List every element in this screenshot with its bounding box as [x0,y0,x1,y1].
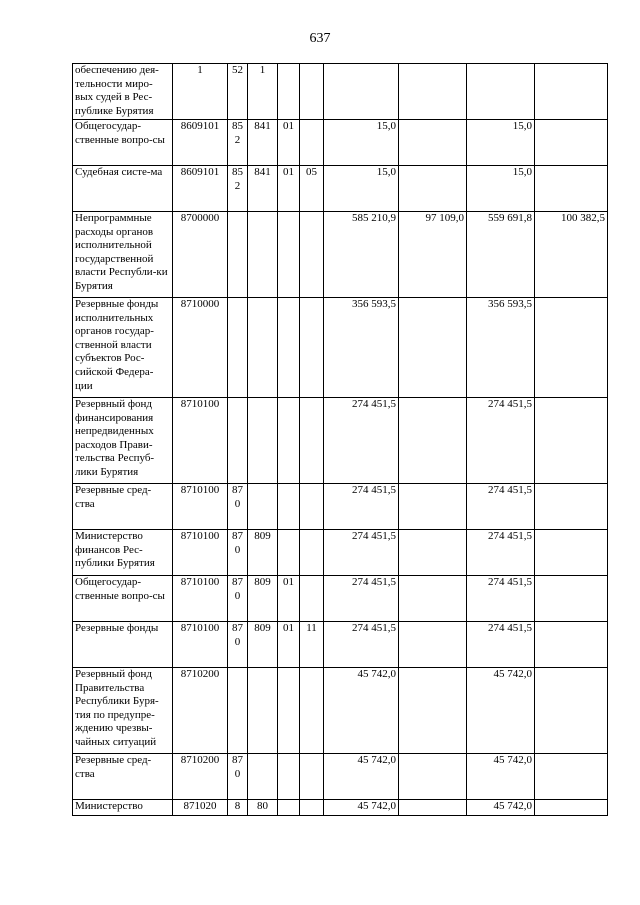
row-name: Судебная систе-ма [73,166,173,212]
subvention-year2 [535,754,608,800]
row-name: Резервные фонды [73,622,173,668]
subvention-year1 [399,668,467,754]
target-code: 8700000 [173,212,228,298]
amount-year2: 356 593,5 [467,298,535,398]
table-row [73,668,608,754]
amount-year2: 45 742,0 [467,754,535,800]
subvention-year1 [399,754,467,800]
amount-year2: 45 742,0 [467,800,535,816]
subvention-year2 [535,64,608,120]
ministry-code: 809 [248,530,278,576]
ministry-code [248,668,278,754]
subvention-year1: 97 109,0 [399,212,467,298]
expense-type: 852 [228,120,248,166]
ministry-code: 809 [248,576,278,622]
subvention-year1 [399,530,467,576]
target-code: 8609101 [173,166,228,212]
ministry-code: 841 [248,120,278,166]
table-row [73,212,608,298]
section-code: 01 [278,166,300,212]
section-code [278,530,300,576]
budget-table [72,63,608,816]
subvention-year1 [399,166,467,212]
table-row [73,754,608,800]
expense-type: 52 [228,64,248,120]
row-name: Общегосудар-ственные вопро-сы [73,120,173,166]
amount-year1: 585 210,9 [324,212,399,298]
section-code [278,668,300,754]
subsection-code [300,298,324,398]
amount-year1: 274 451,5 [324,576,399,622]
target-code: 8710100 [173,530,228,576]
amount-year2: 274 451,5 [467,576,535,622]
amount-year2: 274 451,5 [467,622,535,668]
subsection-code [300,212,324,298]
section-code: 01 [278,576,300,622]
row-name: обеспечению дея-тельности миро-вых судей в Рес-публике Бурятия [73,64,173,120]
subvention-year1 [399,576,467,622]
ministry-code [248,298,278,398]
page-number: 637 [309,31,331,46]
section-code [278,64,300,120]
table-row [73,64,608,120]
target-code: 8710100 [173,622,228,668]
subvention-year1 [399,298,467,398]
subsection-code [300,754,324,800]
table-row [73,166,608,212]
expense-type: 870 [228,484,248,530]
ministry-code [248,484,278,530]
target-code: 8710200 [173,754,228,800]
amount-year1: 45 742,0 [324,754,399,800]
expense-type [228,212,248,298]
amount-year2: 274 451,5 [467,530,535,576]
amount-year1: 356 593,5 [324,298,399,398]
subvention-year2 [535,668,608,754]
ministry-code [248,754,278,800]
target-code: 871020 [173,800,228,816]
section-code [278,398,300,484]
amount-year2: 559 691,8 [467,212,535,298]
section-code [278,484,300,530]
ministry-code: 841 [248,166,278,212]
row-name: Общегосудар-ственные вопро-сы [73,576,173,622]
section-code [278,212,300,298]
section-code [278,754,300,800]
amount-year2: 15,0 [467,166,535,212]
row-name: Министерство финансов Рес-публики Бурятия [73,530,173,576]
ministry-code: 809 [248,622,278,668]
expense-type: 870 [228,754,248,800]
expense-type: 852 [228,166,248,212]
amount-year1: 15,0 [324,166,399,212]
expense-type [228,398,248,484]
section-code: 01 [278,622,300,668]
amount-year2: 274 451,5 [467,398,535,484]
amount-year2: 274 451,5 [467,484,535,530]
subvention-year2 [535,166,608,212]
expense-type: 870 [228,622,248,668]
expense-type [228,668,248,754]
ministry-code: 80 [248,800,278,816]
target-code: 8710000 [173,298,228,398]
amount-year1: 274 451,5 [324,398,399,484]
subvention-year1 [399,120,467,166]
subvention-year2 [535,576,608,622]
amount-year1: 274 451,5 [324,484,399,530]
amount-year1: 45 742,0 [324,668,399,754]
subvention-year2 [535,484,608,530]
expense-type: 8 [228,800,248,816]
target-code: 1 [173,64,228,120]
table-row [73,398,608,484]
table-row [73,622,608,668]
subvention-year2 [535,298,608,398]
subsection-code [300,398,324,484]
amount-year1: 45 742,0 [324,800,399,816]
subvention-year1 [399,800,467,816]
amount-year2: 15,0 [467,120,535,166]
row-name: Резервный фонд финансирования непредвиденных расходов Прави-тельства Респуб-лики Бурятия [73,398,173,484]
table-row [73,484,608,530]
target-code: 8710100 [173,484,228,530]
subsection-code [300,800,324,816]
subsection-code: 11 [300,622,324,668]
subvention-year2: 100 382,5 [535,212,608,298]
subvention-year1 [399,484,467,530]
row-name: Резервные сред-ства [73,484,173,530]
amount-year1: 274 451,5 [324,530,399,576]
section-code: 01 [278,120,300,166]
row-name: Министерство [73,800,173,816]
subvention-year1 [399,398,467,484]
subvention-year1 [399,622,467,668]
ministry-code [248,398,278,484]
amount-year1 [324,64,399,120]
expense-type [228,298,248,398]
expense-type: 870 [228,576,248,622]
subvention-year1 [399,64,467,120]
target-code: 8710100 [173,398,228,484]
amount-year2 [467,64,535,120]
table-row [73,120,608,166]
target-code: 8710100 [173,576,228,622]
subsection-code [300,668,324,754]
row-name: Резервные сред-ства [73,754,173,800]
subvention-year2 [535,398,608,484]
subvention-year2 [535,800,608,816]
table-row [73,800,608,816]
amount-year1: 15,0 [324,120,399,166]
subsection-code: 05 [300,166,324,212]
target-code: 8609101 [173,120,228,166]
subsection-code [300,120,324,166]
table-row [73,298,608,398]
subsection-code [300,530,324,576]
subsection-code [300,64,324,120]
expense-type: 870 [228,530,248,576]
row-name: Резервный фонд Правительства Республики Буря-тия по предупре-ждению чрезвы-чайных ситуаций [73,668,173,754]
ministry-code [248,212,278,298]
ministry-code: 1 [248,64,278,120]
amount-year1: 274 451,5 [324,622,399,668]
subvention-year2 [535,622,608,668]
section-code [278,800,300,816]
subvention-year2 [535,530,608,576]
table-row [73,576,608,622]
target-code: 8710200 [173,668,228,754]
subsection-code [300,576,324,622]
subvention-year2 [535,120,608,166]
subsection-code [300,484,324,530]
amount-year2: 45 742,0 [467,668,535,754]
row-name: Резервные фонды исполнительных органов государ-ственной власти субъектов Рос-сийской Федера-ции [73,298,173,398]
section-code [278,298,300,398]
row-name: Непрограммные расходы органов исполнительной государственной власти Республи-ки Бурятия [73,212,173,298]
table-row [73,530,608,576]
